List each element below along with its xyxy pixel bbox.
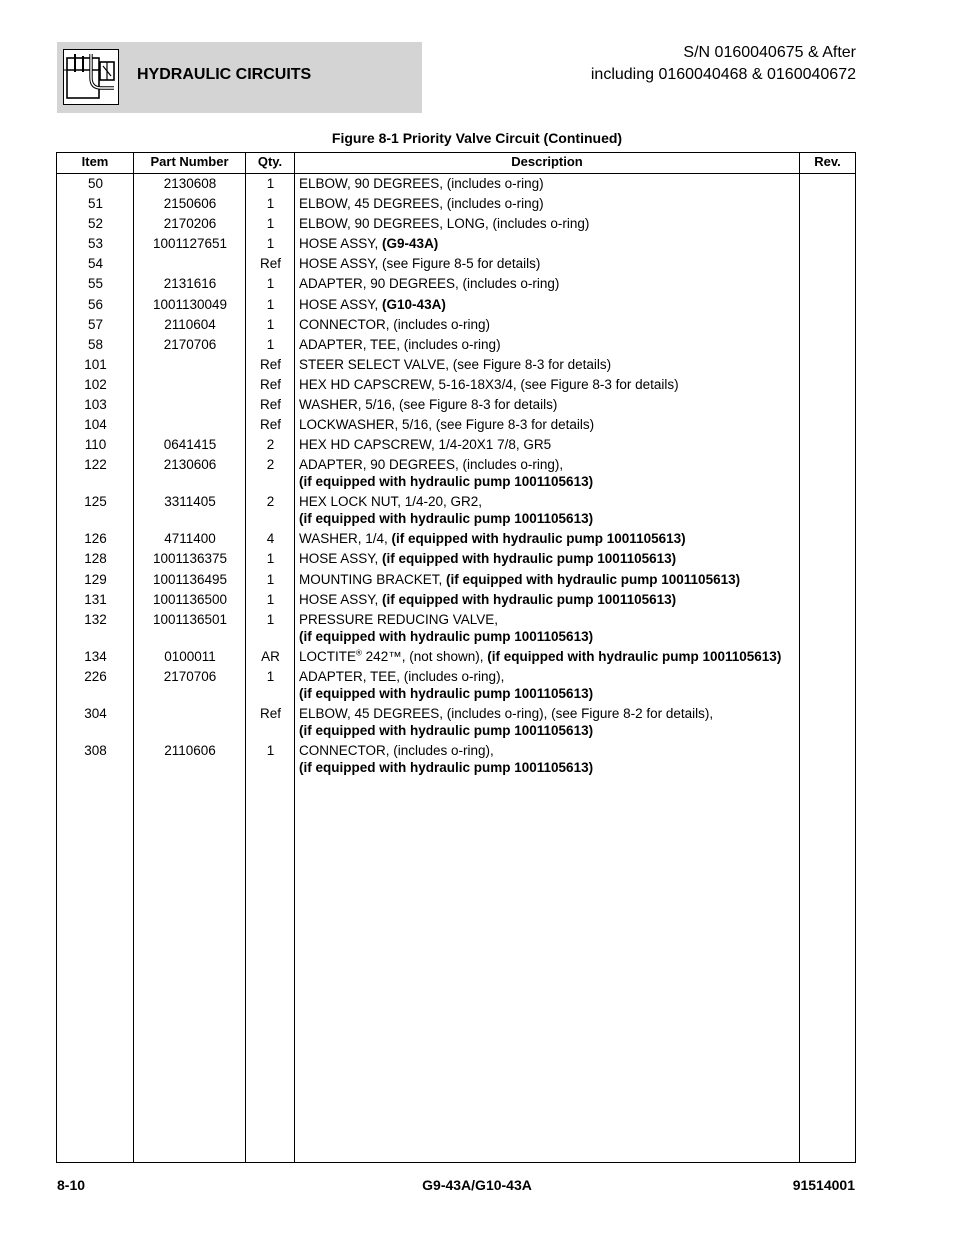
part-number: 2170706 xyxy=(163,668,217,684)
table-row xyxy=(57,316,855,336)
quantity: Ref xyxy=(259,376,281,392)
part-number: 0641415 xyxy=(163,437,217,453)
model-number: G9-43A/G10-43A xyxy=(422,1177,532,1193)
table-row xyxy=(57,416,855,436)
item-number: 55 xyxy=(87,276,104,292)
header-part-number: Part Number xyxy=(150,154,229,169)
part-number: 2170206 xyxy=(163,216,217,232)
quantity: 1 xyxy=(266,276,275,292)
table-row xyxy=(57,235,855,255)
quantity: 1 xyxy=(266,551,275,567)
item-number: 51 xyxy=(87,196,104,212)
item-number: 126 xyxy=(84,531,107,547)
table-row xyxy=(57,195,855,215)
description-note: (if equipped with hydraulic pump 1001105613) xyxy=(299,474,594,490)
description xyxy=(299,396,854,413)
quantity: 1 xyxy=(266,591,275,607)
description xyxy=(299,436,854,453)
description-note: (if equipped with hydraulic pump 1001105613) xyxy=(382,551,677,567)
table-row xyxy=(57,296,855,316)
serial-number-range xyxy=(591,42,856,86)
description-note: (G9-43A) xyxy=(382,236,439,252)
quantity: 1 xyxy=(266,336,275,352)
part-number: 2130606 xyxy=(163,457,217,473)
section-header-box xyxy=(57,42,422,113)
table-row xyxy=(57,396,855,416)
part-number: 2170706 xyxy=(163,336,217,352)
description xyxy=(299,456,854,490)
part-number: 2150606 xyxy=(163,196,217,212)
table-row xyxy=(57,550,855,570)
description-text: CONNECTOR, (includes o-ring), xyxy=(299,742,494,758)
description xyxy=(299,235,854,252)
item-number: 304 xyxy=(84,705,107,721)
description xyxy=(299,416,854,433)
section-title: HYDRAULIC CIRCUITS xyxy=(137,66,312,83)
description xyxy=(299,493,854,527)
table-body xyxy=(57,175,855,779)
part-number: 4711400 xyxy=(164,531,216,547)
part-number: 0100011 xyxy=(164,648,216,664)
quantity: Ref xyxy=(259,256,281,272)
part-number: 1001127651 xyxy=(152,236,228,252)
quantity: 1 xyxy=(266,571,275,587)
item-number: 54 xyxy=(87,256,104,272)
table-row xyxy=(57,376,855,396)
description xyxy=(299,611,854,645)
quantity: 1 xyxy=(266,176,275,191)
part-number: 2110604 xyxy=(164,316,216,332)
description xyxy=(299,255,854,272)
description-note: (if equipped with hydraulic pump 1001105613) xyxy=(487,648,782,664)
header-qty: Qty. xyxy=(257,154,283,169)
item-number: 122 xyxy=(84,457,107,473)
table-row xyxy=(57,275,855,295)
serial-line-1: S/N 0160040675 & After xyxy=(683,44,856,61)
part-number: 1001136375 xyxy=(152,551,228,567)
item-number: 226 xyxy=(84,668,107,684)
description xyxy=(299,376,854,393)
description xyxy=(299,296,854,313)
part-number: 1001136501 xyxy=(152,611,228,627)
description-note: (if equipped with hydraulic pump 1001105613) xyxy=(446,571,741,587)
quantity: 1 xyxy=(266,611,275,627)
item-number: 125 xyxy=(84,494,107,510)
description-text: HOSE ASSY, xyxy=(299,296,383,312)
description xyxy=(299,530,854,547)
quantity: Ref xyxy=(259,417,281,433)
quantity: 1 xyxy=(266,668,275,684)
table-row xyxy=(57,493,855,530)
table-row xyxy=(57,742,855,779)
part-number: 2131616 xyxy=(163,276,217,292)
description-text: STEER SELECT VALVE, (see Figure 8-3 for details) xyxy=(299,356,612,372)
page-number: 8-10 xyxy=(57,1177,86,1193)
part-number: 1001130049 xyxy=(152,296,228,312)
table-row xyxy=(57,705,855,742)
table-row xyxy=(57,648,855,668)
description-text: HOSE ASSY, xyxy=(299,591,383,607)
description xyxy=(299,215,854,232)
table-row xyxy=(57,668,855,705)
quantity: Ref xyxy=(259,705,281,721)
description-text: ADAPTER, TEE, (includes o-ring) xyxy=(299,336,501,352)
description-text: CONNECTOR, (includes o-ring) xyxy=(299,316,491,332)
quantity: 1 xyxy=(266,216,275,232)
description-note: (if equipped with hydraulic pump 1001105613) xyxy=(299,722,594,738)
item-number: 308 xyxy=(84,742,107,758)
table-row xyxy=(57,436,855,456)
quantity: 2 xyxy=(266,437,275,453)
description-text-cont: 242™, (not shown), xyxy=(361,648,488,664)
description-note: (G10-43A) xyxy=(382,296,446,312)
item-number: 101 xyxy=(84,356,107,372)
header-description: Description xyxy=(511,154,583,169)
serial-line-2: including 0160040468 & 0160040672 xyxy=(590,66,856,83)
description-note: (if equipped with hydraulic pump 1001105613) xyxy=(299,759,594,775)
item-number: 56 xyxy=(87,296,104,312)
description-text: ELBOW, 90 DEGREES, (includes o-ring) xyxy=(299,176,544,191)
table-row xyxy=(57,591,855,611)
hydraulic-reservoir-icon xyxy=(63,49,119,105)
description-text: ELBOW, 45 DEGREES, (includes o-ring), (see Figure 8-2 for details), xyxy=(299,705,714,721)
description-text: HOSE ASSY, xyxy=(299,236,383,252)
item-number: 104 xyxy=(84,417,107,433)
table-row xyxy=(57,571,855,591)
item-number: 53 xyxy=(87,236,104,252)
description-text: HEX HD CAPSCREW, 5-16-18X3/4, (see Figure 8-3 for details) xyxy=(299,376,679,392)
description-text: MOUNTING BRACKET, xyxy=(299,571,447,587)
description-text: HOSE ASSY, (see Figure 8-5 for details) xyxy=(299,256,541,272)
description-text: ADAPTER, 90 DEGREES, (includes o-ring) xyxy=(299,276,560,292)
item-number: 129 xyxy=(84,571,107,587)
quantity: 2 xyxy=(266,457,275,473)
quantity: 2 xyxy=(266,494,275,510)
description-text: PRESSURE REDUCING VALVE, xyxy=(299,611,499,627)
description xyxy=(299,742,854,776)
description xyxy=(299,316,854,333)
description-text: LOCTITE xyxy=(299,648,357,664)
parts-table xyxy=(56,152,856,1163)
description-text: ELBOW, 90 DEGREES, LONG, (includes o-ring) xyxy=(299,216,590,232)
description-note: (if equipped with hydraulic pump 1001105613) xyxy=(299,685,594,701)
quantity: Ref xyxy=(259,397,281,413)
item-number: 131 xyxy=(84,591,107,607)
item-number: 57 xyxy=(87,316,104,332)
item-number: 103 xyxy=(84,397,107,413)
item-number: 134 xyxy=(84,648,107,664)
description xyxy=(299,550,854,567)
table-row xyxy=(57,611,855,648)
item-number: 132 xyxy=(84,611,107,627)
description-note: (if equipped with hydraulic pump 1001105613) xyxy=(391,531,686,547)
table-row xyxy=(57,336,855,356)
quantity: AR xyxy=(261,648,280,664)
description xyxy=(299,356,854,373)
table-row xyxy=(57,530,855,550)
item-number: 52 xyxy=(87,216,104,232)
figure-title: Figure 8-1 Priority Valve Circuit (Continued) xyxy=(331,130,623,146)
description xyxy=(299,668,854,702)
table-row xyxy=(57,255,855,275)
quantity: 1 xyxy=(266,196,275,212)
item-number: 110 xyxy=(84,437,107,453)
description xyxy=(299,275,854,292)
item-number: 102 xyxy=(84,376,107,392)
description xyxy=(299,705,854,739)
description xyxy=(299,648,854,665)
item-number: 50 xyxy=(87,176,104,191)
description-note: (if equipped with hydraulic pump 1001105613) xyxy=(299,511,594,527)
part-number: 3311405 xyxy=(164,494,216,510)
quantity: 1 xyxy=(266,296,275,312)
description-text: ADAPTER, TEE, (includes o-ring), xyxy=(299,668,505,684)
description-text: HOSE ASSY, xyxy=(299,551,383,567)
part-number: 1001136495 xyxy=(152,571,228,587)
quantity: 1 xyxy=(266,236,275,252)
description xyxy=(299,336,854,353)
table-row xyxy=(57,215,855,235)
description-note: (if equipped with hydraulic pump 1001105613) xyxy=(382,591,677,607)
quantity: Ref xyxy=(259,356,281,372)
description xyxy=(299,195,854,212)
description-text: ELBOW, 45 DEGREES, (includes o-ring) xyxy=(299,196,544,212)
description-text: ADAPTER, 90 DEGREES, (includes o-ring), xyxy=(299,457,564,473)
item-number: 58 xyxy=(87,336,104,352)
description-text: HEX HD CAPSCREW, 1/4-20X1 7/8, GR5 xyxy=(299,437,552,453)
quantity: 4 xyxy=(266,531,275,547)
table-row xyxy=(57,356,855,376)
description-note: (if equipped with hydraulic pump 1001105613) xyxy=(299,628,594,644)
header-rev: Rev. xyxy=(814,154,841,169)
part-number: 2110606 xyxy=(164,742,216,758)
quantity: 1 xyxy=(266,316,275,332)
quantity: 1 xyxy=(266,742,275,758)
description-text: WASHER, 5/16, (see Figure 8-3 for details) xyxy=(299,397,558,413)
table-row xyxy=(57,175,855,195)
description-text: WASHER, 1/4, xyxy=(299,531,392,547)
description-text: LOCKWASHER, 5/16, (see Figure 8-3 for details) xyxy=(299,417,595,433)
description-text: HEX LOCK NUT, 1/4-20, GR2, xyxy=(299,494,483,510)
header-item: Item xyxy=(81,154,109,169)
part-number: 2130608 xyxy=(163,176,217,191)
item-number: 128 xyxy=(84,551,107,567)
part-number: 1001136500 xyxy=(152,591,228,607)
registered-mark: ® xyxy=(356,648,362,658)
table-row xyxy=(57,456,855,493)
description xyxy=(299,571,854,588)
description xyxy=(299,591,854,608)
description xyxy=(299,175,854,192)
document-number: 91514001 xyxy=(792,1177,855,1193)
